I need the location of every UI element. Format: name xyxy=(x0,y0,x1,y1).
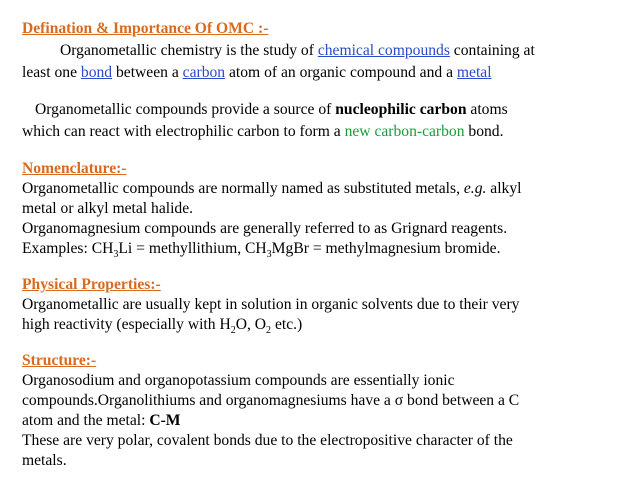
nomenclature-line2: metal or alkyl metal halide. xyxy=(22,200,194,217)
text: Organometallic compounds provide a source of xyxy=(35,101,336,118)
structure-heading: Structure:- xyxy=(22,352,97,369)
text: atoms xyxy=(466,101,508,118)
definition-heading: Defination & Importance Of OMC :- xyxy=(22,20,269,37)
text: O, O xyxy=(235,316,267,333)
text: atom of an organic compound and a xyxy=(225,64,457,81)
text: atom and the metal: xyxy=(22,412,150,429)
physical-line2 xyxy=(22,314,302,336)
structure-line4: These are very polar, covalent bonds due to the electropositive character of the xyxy=(22,432,513,449)
physical-line1: Organometallic are usually kept in solution in organic solvents due to their very xyxy=(22,296,520,313)
definition-p1-line1 xyxy=(60,40,535,62)
bold-text: nucleophilic carbon xyxy=(335,101,467,118)
nomenclature-line3: Organomagnesium compounds are generally referred to as Grignard reagents. xyxy=(22,220,508,237)
italic-text: e.g. xyxy=(463,180,487,197)
subscript: 3 xyxy=(266,249,272,260)
subscript: 3 xyxy=(113,249,119,260)
nomenclature-heading: Nomenclature:- xyxy=(22,160,127,177)
text: Li = methyllithium, CH xyxy=(118,240,267,257)
green-text: new carbon-carbon xyxy=(344,123,465,140)
structure-line2: compounds.Organolithiums and organomagnesiums have a σ bond between a C xyxy=(22,392,520,409)
text: which can react with electrophilic carbon to form a xyxy=(22,123,345,140)
text: Organometallic chemistry is the study of xyxy=(60,42,318,59)
physical-heading: Physical Properties:- xyxy=(22,276,161,293)
definition-p2-line1 xyxy=(35,99,508,121)
definition-p2-line2 xyxy=(22,121,504,143)
bold-text: C-M xyxy=(149,412,181,429)
text: high reactivity (especially with H xyxy=(22,316,231,333)
subscript: 2 xyxy=(230,325,236,336)
structure-line3 xyxy=(22,410,181,432)
text: Examples: CH xyxy=(22,240,114,257)
text: bond. xyxy=(464,123,504,140)
structure-line5: metals. xyxy=(22,452,67,469)
link-chemical-compounds[interactable]: chemical compounds xyxy=(317,42,450,59)
nomenclature-line1 xyxy=(22,178,521,200)
text: etc.) xyxy=(271,316,303,333)
definition-p1-line2 xyxy=(22,62,492,84)
text: Organometallic compounds are normally named as substituted metals, xyxy=(22,180,464,197)
text: between a xyxy=(112,64,183,81)
text: containing at xyxy=(449,42,535,59)
link-carbon[interactable]: carbon xyxy=(182,64,226,81)
link-bond[interactable]: bond xyxy=(80,64,113,81)
text: least one xyxy=(22,64,81,81)
structure-line1: Organosodium and organopotassium compounds are essentially ionic xyxy=(22,372,455,389)
text: alkyl xyxy=(486,180,522,197)
nomenclature-line4 xyxy=(22,238,500,260)
text: MgBr = methylmagnesium bromide. xyxy=(271,240,501,257)
subscript: 2 xyxy=(266,325,272,336)
link-metal[interactable]: metal xyxy=(456,64,492,81)
